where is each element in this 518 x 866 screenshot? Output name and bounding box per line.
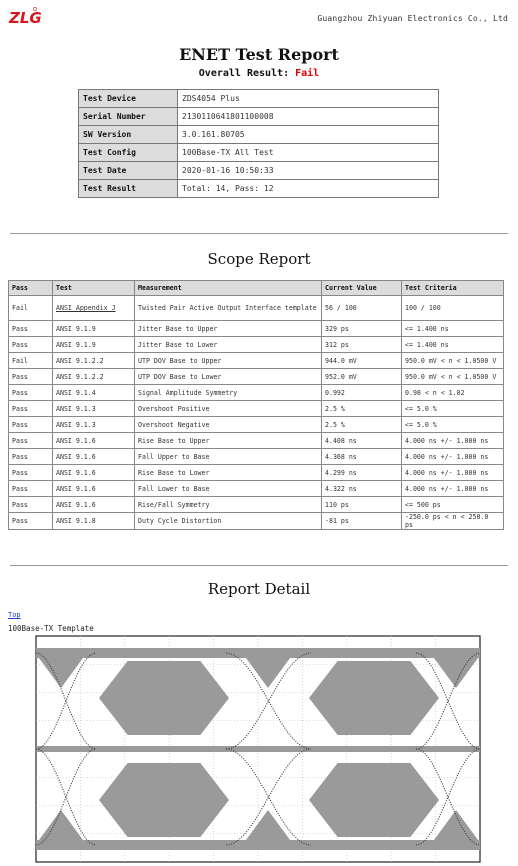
table-row <box>9 321 504 337</box>
cell-test: ANSI 9.1.4 <box>53 385 135 401</box>
cell-test: ANSI 9.1.6 <box>53 449 135 465</box>
table-row <box>9 433 504 449</box>
cell-measurement: Twisted Pair Active Output Interface template <box>135 296 322 321</box>
cell-measurement: Overshoot Negative <box>135 417 322 433</box>
cell-criteria: 0.98 < n < 1.02 <box>402 385 504 401</box>
info-value: 3.0.161.80705 <box>178 126 439 144</box>
cell-value: 312 ps <box>322 337 402 353</box>
cell-pass: Fail <box>9 296 53 321</box>
cell-criteria: 4.000 ns +/- 1.000 ns <box>402 449 504 465</box>
cell-criteria: 4.000 ns +/- 1.000 ns <box>402 433 504 449</box>
mask-bar <box>36 648 480 658</box>
cell-pass: Pass <box>9 433 53 449</box>
overall-result-value: Fail <box>295 68 320 79</box>
cell-measurement: Jitter Base to Upper <box>135 321 322 337</box>
cell-measurement: Rise/Fall Symmetry <box>135 497 322 513</box>
cell-criteria: <= 1.400 ns <box>402 337 504 353</box>
cell-value: 4.408 ns <box>322 433 402 449</box>
cell-criteria: <= 1.400 ns <box>402 321 504 337</box>
column-header: Measurement <box>135 281 322 296</box>
table-row <box>9 449 504 465</box>
cell-test: ANSI 9.1.6 <box>53 481 135 497</box>
cell-value: 329 ps <box>322 321 402 337</box>
cell-pass: Pass <box>9 481 53 497</box>
cell-value: 110 ps <box>322 497 402 513</box>
cell-criteria: -250.0 ps < n < 250.0 ps <box>402 513 504 530</box>
cell-test: ANSI 9.1.6 <box>53 433 135 449</box>
cell-test: ANSI 9.1.6 <box>53 465 135 481</box>
cell-value: 952.0 mV <box>322 369 402 385</box>
info-row <box>79 126 439 144</box>
cell-test: ANSI 9.1.6 <box>53 497 135 513</box>
cell-criteria: <= 5.0 % <box>402 401 504 417</box>
top-link[interactable]: Top <box>8 611 21 619</box>
cell-measurement: UTP DOV Base to Lower <box>135 369 322 385</box>
overall-result-label: Overall Result: <box>198 68 290 79</box>
scope-report-table <box>8 280 504 530</box>
logo-mark: ZLG <box>9 9 42 27</box>
cell-value: 4.322 ns <box>322 481 402 497</box>
info-value: 2020-01-16 10:50:33 <box>178 162 439 180</box>
cell-criteria: 4.000 ns +/- 1.000 ns <box>402 481 504 497</box>
info-row <box>79 90 439 108</box>
info-row <box>79 180 439 198</box>
scope-report-heading: Scope Report <box>207 250 311 268</box>
report-title: ENET Test Report <box>179 45 339 64</box>
section-divider <box>10 565 508 566</box>
cell-test: ANSI 9.1.2.2 <box>53 369 135 385</box>
cell-pass: Pass <box>9 337 53 353</box>
table-row <box>9 369 504 385</box>
company-logo <box>8 6 42 28</box>
cell-measurement: Fall Upper to Base <box>135 449 322 465</box>
info-key: Test Config <box>79 144 178 162</box>
cell-test: ANSI 9.1.9 <box>53 337 135 353</box>
cell-value: 2.5 % <box>322 417 402 433</box>
cell-value: -81 ps <box>322 513 402 530</box>
table-row <box>9 481 504 497</box>
cell-test: ANSI 9.1.2.2 <box>53 353 135 369</box>
column-header: Pass <box>9 281 53 296</box>
section-divider <box>10 233 508 234</box>
info-row <box>79 108 439 126</box>
mask-bar <box>36 840 480 850</box>
cell-measurement: Duty Cycle Distortion <box>135 513 322 530</box>
column-header: Test <box>53 281 135 296</box>
cell-pass: Pass <box>9 369 53 385</box>
info-key: Test Date <box>79 162 178 180</box>
cell-value: 56 / 100 <box>322 296 402 321</box>
cell-criteria: 4.000 ns +/- 1.000 ns <box>402 465 504 481</box>
cell-pass: Pass <box>9 465 53 481</box>
cell-criteria: 950.0 mV < n < 1.0500 V <box>402 369 504 385</box>
column-header: Current Value <box>322 281 402 296</box>
table-row <box>9 385 504 401</box>
cell-measurement: Rise Base to Lower <box>135 465 322 481</box>
table-row <box>9 401 504 417</box>
table-row <box>9 465 504 481</box>
cell-measurement: Fall Lower to Base <box>135 481 322 497</box>
cell-test: ANSI 9.1.3 <box>53 401 135 417</box>
cell-pass: Pass <box>9 417 53 433</box>
eye-diagram <box>36 636 480 866</box>
cell-criteria: 950.0 mV < n < 1.0500 V <box>402 353 504 369</box>
device-info-table <box>78 89 439 198</box>
cell-pass: Pass <box>9 321 53 337</box>
info-row <box>79 144 439 162</box>
cell-measurement: Overshoot Positive <box>135 401 322 417</box>
cell-pass: Pass <box>9 385 53 401</box>
info-key: Test Device <box>79 90 178 108</box>
cell-value: 0.992 <box>322 385 402 401</box>
table-row <box>9 353 504 369</box>
cell-measurement: Jitter Base to Lower <box>135 337 322 353</box>
cell-measurement: Signal Amplitude Symmetry <box>135 385 322 401</box>
table-row <box>9 296 504 321</box>
cell-value: 4.299 ns <box>322 465 402 481</box>
report-detail-heading: Report Detail <box>207 580 311 598</box>
cell-measurement: Rise Base to Upper <box>135 433 322 449</box>
template-label: 100Base-TX Template <box>8 624 94 633</box>
company-name: Guangzhou Zhiyuan Electronics Co., Ltd <box>317 14 508 23</box>
info-row <box>79 162 439 180</box>
table-row <box>9 337 504 353</box>
cell-pass: Fail <box>9 353 53 369</box>
info-value: 100Base-TX All Test <box>178 144 439 162</box>
cell-criteria: 100 / 100 <box>402 296 504 321</box>
cell-pass: Pass <box>9 449 53 465</box>
cell-pass: Pass <box>9 513 53 530</box>
cell-value: 2.5 % <box>322 401 402 417</box>
table-row <box>9 513 504 530</box>
cell-value: 4.368 ns <box>322 449 402 465</box>
overall-result <box>0 68 518 79</box>
cell-measurement: UTP DOV Base to Upper <box>135 353 322 369</box>
test-link[interactable]: ANSI Appendix J <box>53 296 135 321</box>
cell-criteria: <= 5.0 % <box>402 417 504 433</box>
table-row <box>9 417 504 433</box>
cell-test: ANSI 9.1.8 <box>53 513 135 530</box>
cell-pass: Pass <box>9 401 53 417</box>
mask-bar <box>36 746 480 752</box>
table-row <box>9 497 504 513</box>
info-value: 2130110641801100008 <box>178 108 439 126</box>
cell-test: ANSI 9.1.9 <box>53 321 135 337</box>
column-header: Test Criteria <box>402 281 504 296</box>
cell-value: 944.0 mV <box>322 353 402 369</box>
cell-pass: Pass <box>9 497 53 513</box>
info-value: ZDS4054 Plus <box>178 90 439 108</box>
info-value: Total: 14, Pass: 12 <box>178 180 439 198</box>
info-key: SW Version <box>79 126 178 144</box>
cell-test: ANSI 9.1.3 <box>53 417 135 433</box>
info-key: Serial Number <box>79 108 178 126</box>
info-key: Test Result <box>79 180 178 198</box>
cell-criteria: <= 500 ps <box>402 497 504 513</box>
